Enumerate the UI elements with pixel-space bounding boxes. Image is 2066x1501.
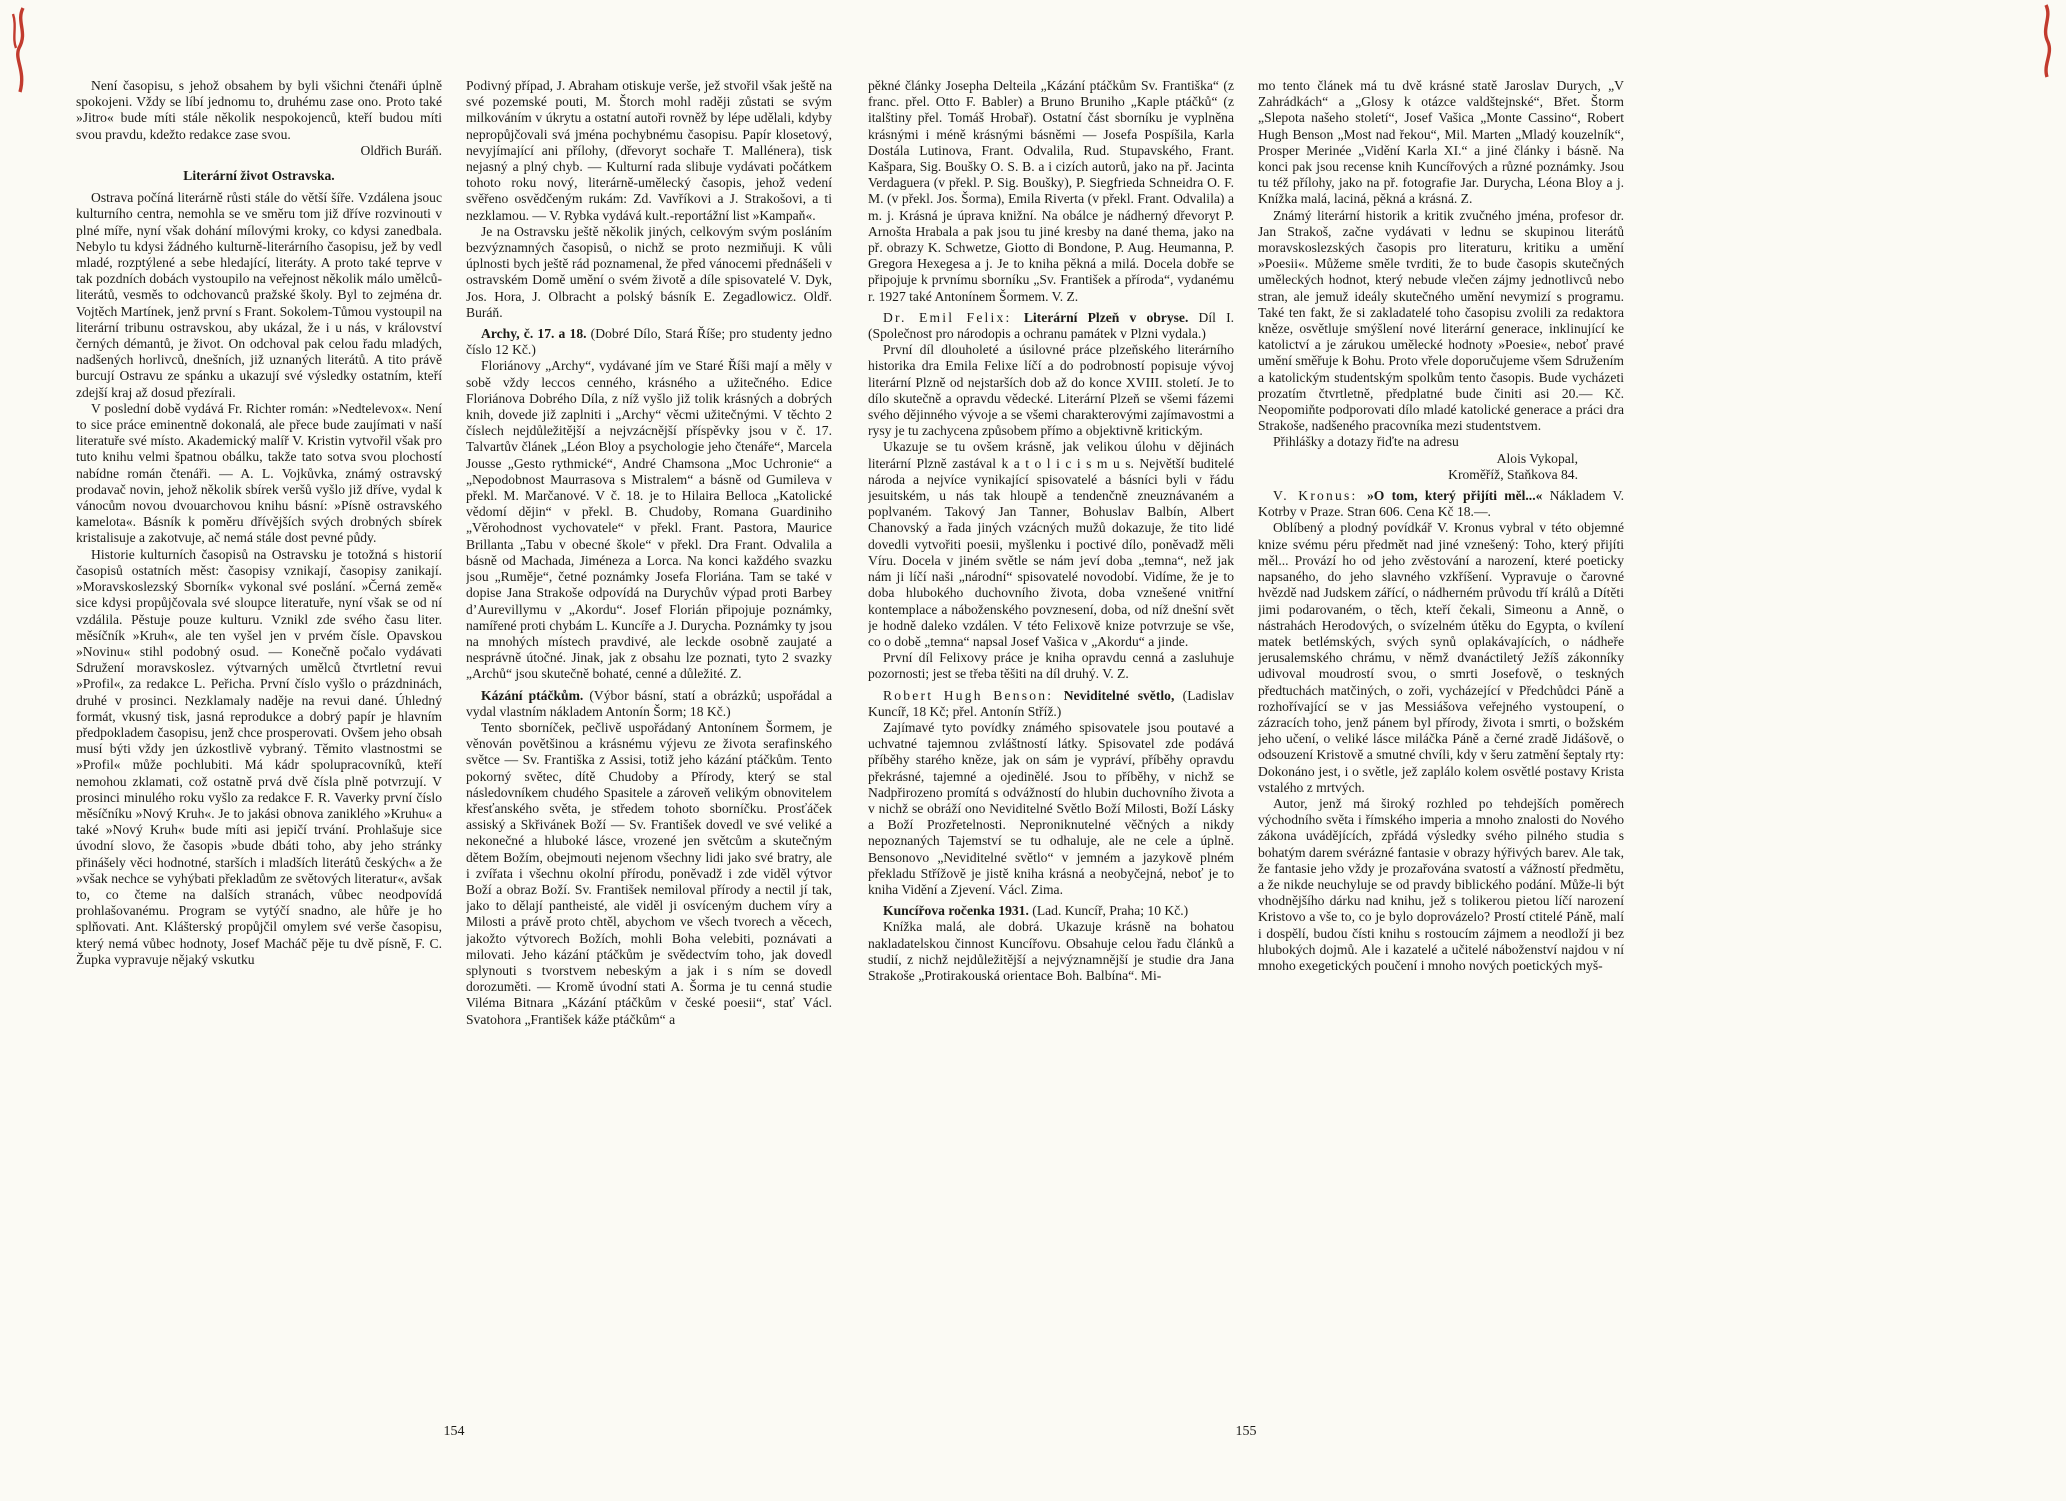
paragraph: Kázání ptáčkům. (Výbor básní, statí a obrázků; uspořádal a vydal vlastním nákladem Antonín Šorm; 18 Kč.): [466, 687, 832, 719]
address-line: Alois Vykopal,: [1496, 450, 1578, 466]
paragraph: Ukazuje se tu ovšem krásně, jak velikou úlohu v dějinách literární Plzně zastával k a t o l i c i s m u s. Největší buditelé národa a nejvíce vynikající spisovatelé a básníci byli v řádu jesuitském, u nás tak hloupě a tendenčně zneuznávaném a poplvaném. Takový Jan Tanner, Bohuslav Balbín, Albert Chanovský a řada jiných vzácných mužů dokazuje, že tito lidé dovedli vytvořiti poesii, myšlenku i poctivé dílo, poněvadž měli Víru. Docela v jiném světle se nám jeví doba „temna“, než jak nám ji líčí naši „národní“ spisovatelé novodobí. Vidíme, že je to doba hlubokého duchovního života, doba vznešené vnitřní kontemplace a náboženského povznesení, doba, od níž dnešní svět je hodně daleko vzdálen. V této Felixově knize potvrzuje se vše, co o době „temna“ napsal Josef Vašica v „Akordu“ a jinde.: [868, 439, 1234, 649]
paragraph: V poslední době vydává Fr. Richter román: »Nedtelevox«. Není to sice práce eminentně dokonalá, ale přece bude zaujímati v naší literatuře své místo. Akademický malíř V. Kristin vytvořil však pro tuto knihu velmi špatnou obálku, takže tato sotva svou plochostí nabídne román čtenáři. — A. L. Vojkůvka, známý ostravský prodavač novin, jehož několik sbírek veršů vyšlo již dříve, vydal k vánocům novou dvouarchovou knihu básní: »Písně ostravského kamelota«. Básník k poměru dřívějších svých drobných sbírek kristalisuje a zakotvuje, ač nemá stále dost pevné půdy.: [76, 400, 442, 546]
paragraph: Robert Hugh Benson: Neviditelné světlo, (Ladislav Kuncíř, 18 Kč; přel. Antonín Stříž.): [868, 687, 1234, 719]
paragraph: Zajímavé tyto povídky známého spisovatele jsou poutavé a uchvatné tajemnou zvláštností látky. Spisovatel zde podává příběhy starého kněze, jak on sám je vypráví, příběhy opravdu překrásné, tajemné a ojedinělé. Jsou to příběhy, v nichž se Nadpřirozeno promítá s odvážností do hlubin duchovního života a v nichž se obráží ono Neviditelné Světlo Boží Milosti, Boží Lásky a Boží Prozřetelnosti. Neproniknutelné věčných a nikdy nepoznaných Tajemství se tu odhaluje, ale ne cele a úplně. Bensonovo „Neviditelné světlo“ v jemném a jazykově plném překladu Střížově je jistě kniha krásná a neobyčejná, neboť je to kniha Vidění a Zjevení. Václ. Zima.: [868, 719, 1234, 897]
paragraph: Oblíbený a plodný povídkář V. Kronus vybral v této objemné knize svému péru předmět nad jiné vznešený: Toho, který přijíti měl... Provází ho od jeho zvěstování a narození, které poeticky napsaného, do jeho slavného vzkříšení. Vypravuje o čarovné hvězdě nad Judskem zářící, o nádherném průvodu tří králů a Dítěti jimi podarovaném, o těch, kteří čekali, Simeonu a Anně, o nástrahách Herodových, o svízelném útěku do Egypta, o kvílení matek betlémských, svých synů oplakávajících, o nádheře jerusalemského chrámu, v němž dvanáctiletý Ježíš zákonníky udivoval moudrostí svou, o smrti Josefově, o teskných předtuchách matčiných, o zoři, vycházející v Předchůdci Páně a rozhořívající se v jas Messiášova veřejného vystoupení, o zázracích toho, jenž pánem byl přírody, života i smrti, o božském jeho učení, o veliké lásce miláčka Páně a černé zradě Jidášově, o odsouzení Kristově a smutné chvíli, kdy v šeru zatmění šeptaly rty: Dokonáno jest, i o světle, jež zaplálo kolem osvětlé postavy Krista vstalého z mrtvých.: [1258, 520, 1624, 795]
paragraph: Je na Ostravsku ještě několik jiných, celkovým svým posláním bezvýznamných časopisů, o nichž se proto nezmiňuji. K vůli úplnosti bych ještě rád poznamenal, že před vánocemi přednášeli v ostravském Domě umění o svém životě a díle spisovatelé V. Dyk, Jos. Hora, J. Olbracht a polský básník E. Zegadlowicz. Oldř. Buráň.: [466, 223, 832, 320]
paragraph: pěkné články Josepha Delteila „Kázání ptáčkům Sv. Františka“ (z franc. přel. Otto F. Babler) a Bruno Bruniho „Kaple ptáčků“ (z italštiny přel. Tomáš Hrobař). Ostatní část sborníku je vyplněna krásnými i méně krásnými básněmi — Josefa Pospíšila, Karla Dostála Lutinova, Frant. Odvalila, Rud. Stupavského, Frant. Kašpara, Sig. Boušky O. S. B. a i cizích autorů, jako na př. Jacinta Verdaguera (v překl. P. Sig. Boušky), P. Siegfrieda Schneidra O. F. M. (v překl. Jos. Šorma), Emila Riverta (v překl. Frant. Odvalila) a m. j. Krásná je úprava knižní. Na obálce je nádherný dřevoryt P. Arnošta Hrabala a pak jsou tu jiné kresby na dané thema, jako na př. obrazy K. Schwetze, Giotto di Bondone, P. Aug. Heumanna, P. Gregora Hexegesa a j. Je to kniha pěkná a milá. Docela dobře se připojuje k prvnímu sborníku „Sv. František a příroda“, vydanému r. 1927 také Antonínem Šormem. V. Z.: [868, 78, 1234, 304]
paragraph: Autor, jenž má široký rozhled po tehdejších poměrech východního světa i římského imperia a mnoho znalosti do Nového zákona uvádějících, zpřádá výsledky svého pilného studia s bohatým darem svérázné fantasie v obrazy hýřivých barev. Ale tak, že fantasie jeho vždy je prozařována svatostí a vážností předmětu, a že nikde neuchyluje se od pravdy biblického podání. Může-li být vhodnějšího dárku nad knihu, jež s tolikerou pietou líčí narození Kristovo a vše to, co je bylo doprovázelo? Prostí ctitelé Páně, malí i dospělí, budou čísti knihu s rostoucím zájmem a neodloží ji bez hlubokých dojmů. Ale i kazatelé a učitelé náboženství najdou v ní mnoho exegetických poučení i mnoho nových poetických myš-: [1258, 795, 1624, 973]
paragraph: Historie kulturních časopisů na Ostravsku je totožná s historií časopisů ostatních měst: časopisy vznikají, časopisy zanikají. »Moravskoslezský Sborník« vykonal své poslání. »Černá země« sice kdysi propůjčovala své sloupce literatuře, nyní však se od ní vzdálila. Pěstuje pouze kulturu. Vznikl zde svého času liter. měsíčník »Kruh«, ale ten vyšel jen v prvém čísle. Opavskou »Novinu« stihl podobný osud. — Konečně počalo vydávati Sdružení moravskoslez. výtvarných umělců čtvrtletní revui »Profil«, za redakce L. Peřicha. První číslo vyšlo o prázdninách, druhé v prosinci. Nezklamaly naděje na revui dané. Úhledný formát, vkusný tisk, jasná reprodukce a dobrý papír je hlavním předpokladem časopisu, jenž chce prosperovati. Ovšem jeho obsah musí býti vždy jen úzkostlivě vybraný. Těmito vlastnostmi se »Profil« může pochlubiti. Má kádr spolupracovníků, kteří nemohou zklamati, což ostatně prvá dvě čísla plně potvrzují. V prosinci minulého roku vyšlo za redakce F. R. Vaverky první číslo měsíčníku »Nový Kruh«. Je to jakási obnova zaniklého »Kruhu« a také »Nový Kruh« bude míti asi jepičí trvání. Prohlašuje sice úvodní slovo, že časopis »bude dbáti toho, aby jeho stránky přinášely věci hodnotné, starších i mladších literátů českých« a že »však nechce se vyhýbati překladům ze světových literatur«, avšak to, co čteme na dalších stranách, vůbec neodpovídá prohlašovanému. Program se vytýčí snadno, ale hůře je ho splňovati. Ant. Klášterský propůjčil omylem své verše časopisu, který nemá vůbec hodnoty, Josef Macháč pěje tu dvě písně, F. C. Župka vypravuje nějaký vskutku: [76, 546, 442, 967]
paragraph: První díl Felixovy práce je kniha opravdu cenná a zasluhuje pozornosti; jest se třeba těšiti na díl druhý. V. Z.: [868, 650, 1234, 682]
paragraph: V. Kronus: »O tom, který přijíti měl...« Nákladem V. Kotrby v Praze. Stran 606. Cena Kč 18.—.: [1258, 488, 1624, 520]
paragraph: Tento sborníček, pečlivě uspořádaný Antonínem Šormem, je věnován povětšinou a krásnému výjevu ze života serafinského světce — Sv. Františka z Assisi, totiž jeho kázání ptáčkům. Tento pokorný světec, dítě Chudoby a Přírody, který se stal následovníkem chudého Spasitele a zároveň velikým obnovitelem křesťanského světa, je středem tohoto sborníčku. Prosťáček assiský a Skřivánek Boží — Sv. František dovedl ve své veliké a nekonečné a hluboké lásce, vrozené jen světcům a skutečným dětem Božím, obejmouti nejenom všechny lidi jako své bratry, ale i zvířata i všechnu okolní přírodu, poněvadž i zde viděl výtvor Boží a obraz Boží. Sv. František nemiloval přírody a nectil jí tak, jako to dělají pantheisté, ale viděl ji osvíceným duchem víry a Milosti a právě proto chtěl, abychom ve všech tvorech a věcech, jakožto výtvorech Božích, mohli Boha velebiti, poznávati a milovati. Jeho kázání ptáčkům je svědectvím toho, jak dovedl splynouti s tvorstvem nebeským a jak i s ním se dovedl dorozuměti. — Kromě úvodní stati A. Šorma je tu cenná studie Viléma Bitnara „Kázání ptáčkům v české poesii“, stať Václ. Svatohora „František káže ptáčkům“ a: [466, 719, 832, 1027]
paragraph: Přihlášky a dotazy řiďte na adresu: [1273, 434, 1459, 450]
paragraph: Ostrava počíná literárně růsti stále do větší šíře. Vzdálena jsouc kulturního centra, nemohla se ve směru tom již dříve rozvinouti v plné míře, nyní však dohání mílovými kroky, co kdysi zanedbala. Nebylo tu kdysi žádného kulturně-literárního časopisu, jež by vedl mladé, rozptýlené a sebe hledající, literáty. A proto také teprve v tak pozdních dobách vystoupilo na veřejnost několik málo umělců-literátů, vesměs to odchovanců pražské školy. Byl to zejména dr. Vojtěch Martínek, jenž první s Frant. Sokolem-Tůmou vystoupil na literární tribunu ostravskou, aby ukázal, že i u nás, v království černých démantů, je život. On odchoval pak celou řadu mladých, nadšených horlivců, dnešních, již uznaných literátů. A tito právě burcují Ostravu ze spánku a ukazují své výsledky ostatním, kteří zdejší kraj až dosud přezírali.: [76, 190, 442, 400]
page-154-column-2: [466, 78, 832, 1423]
paragraph: Floriánovy „Archy“, vydávané jím ve Staré Říši mají a měly v sobě vždy leccos cenného, krásného a užitečného. Edice Floriánova Dobrého Díla, z níž vyšlo již tolik krásných a dobrých knih, dovede již zaplniti i „Archy“ věcmi užitečnými. V těchto 2 číslech nejdůležitější a nejvzácnější příspěvky jsou v č. 17. Talvartův článek „Léon Bloy a psychologie jeho čtenáře“, Marcela Jousse „Gesto rythmické“, André Chamsona „Moc Uchronie“ a „Nepodobnost Maurrasova s Mistralem“ a básně od Gumileva v překl. M. Marčanové. V č. 18. je to Hilaira Belloca „Katolické vědomí dějin“ v překl. B. Chudoby, Romana Guardiniho „Věrohodnost vychovatele“ v překl. Frant. Pastora, Maurice Brillanta „Tabu v obecné škole“ v překl. Dra Frant. Odvalila a básně od Machada, Jiméneza a Lorca. Na konci každého svazku jsou „Ruměje“, četné poznámky Josefa Floriána. Tam se také v dopise Jana Strakoše odpovídá na Durychův výpad proti Barbey d’Aurevillymu v „Akordu“. Josef Florián připojuje poznámky, namířené proti chybám L. Kuncíře a J. Durycha. Poznámky ty jsou na mnohých místech pravdivé, ale leckde osobně zaujaté a nesprávně útočné. Jinak, jak z obsahu lze poznati, tyto 2 svazky „Archů“ jsou skutečně bohaté, cenné a důležité. Z.: [466, 358, 832, 682]
red-margin-annotation-left: [8, 4, 36, 96]
paragraph: Není časopisu, s jehož obsahem by byli všichni čtenáři úplně spokojeni. Vždy se líbí jednomu to, druhému zase ono. Proto také »Jitro« bude míti stále několik nespokojenců, kteří budou míti svou pravdu, kdežto redakce zase svou.: [76, 78, 442, 142]
paragraph: mo tento článek má tu dvě krásné statě Jaroslav Durych, „V Zahrádkách“ a „Glosy k otázce valdštejnské“, Břet. Štorm „Slepota našeho století“, Josef Vašica „Monte Cassino“, Robert Hugh Benson „Most nad řekou“, Mil. Marten „Mladý kouzelník“, Prosper Merinée „Vidění Karla XI.“ a jiné články i básně. Na konci pak jsou recense knih Kuncířových a různé poznámky. Jsou tu též přílohy, jako na př. fotografie Jar. Durycha, Léona Bloy a j. Knížka malá, laciná, pěkná a krásná. Z.: [1258, 78, 1624, 207]
paragraph: První díl dlouholeté a úsilovné práce plzeňského literárního historika dra Emila Felixe líčí a do podrobností popisuje vývoj literární Plzně od nejstarších dob až do konce XVIII. století. Je to dílo skutečně a opravdu vědecké. Literární Plzeň se všemi fázemi svého dějinného vývoje a se všemi charakterovými zajímavostmi a rysy je tu zachycena způsobem přímo a objektivně kritickým.: [868, 342, 1234, 439]
address-line: Kroměříž, Staňkova 84.: [1448, 466, 1578, 482]
section-heading: Literární život Ostravska.: [183, 168, 335, 184]
paragraph: Kuncířova ročenka 1931. (Lad. Kuncíř, Praha; 10 Kč.): [883, 903, 1189, 919]
signature: Oldřich Buráň.: [360, 142, 442, 158]
page-155-column-1: [868, 78, 1234, 1423]
paragraph: Archy, č. 17. a 18. (Dobré Dílo, Stará Říše; pro studenty jedno číslo 12 Kč.): [466, 326, 832, 358]
paragraph: Dr. Emil Felix: Literární Plzeň v obryse. Díl I. (Společnost pro národopis a ochranu památek v Plzni vydala.): [868, 309, 1234, 342]
red-margin-annotation-right: [2034, 2, 2060, 80]
page-number-right: 155: [1235, 1424, 1257, 1439]
page-number-left: 154: [443, 1424, 465, 1439]
page-154-column-1: [76, 78, 442, 1423]
paragraph: Známý literární historik a kritik zvučného jména, profesor dr. Jan Strakoš, začne vydávati v lednu se skupinou literátů moravskoslezských časopis pro literaturu, kritiku a umění »Poesii«. Můžeme směle tvrditi, že to bude časopis skutečných uměleckých hodnot, který nebude vlečen zájmy jednotlivců nebo stran, ale jemuž ideály skutečného umění nevymizí s programu. Také ten fakt, že si zakladatelé toho časopisu zvolili za redaktora kněze, osvětluje smýšlení nové literární generace, inklinující ke katolictví a je zárukou umělecké hodnoty »Poesie«, neboť pravé umění směřuje k Bohu. Proto vřele doporučujeme všem Sdružením a katolickým studentským spolkům tento časopis. Bude vycházeti prozatím čtvrtletně, předplatné bude činiti asi 20.— Kč. Neopomiňte podporovati dílo mladé katolické generace a práci dra Strakoše, nadšeného pracovníka mezi studentstvem.: [1258, 207, 1624, 434]
page-155-column-2: [1258, 78, 1624, 1423]
paragraph: Podivný případ, J. Abraham otiskuje verše, jež stvořil však ještě na své pozemské pouti, M. Štorch mohl raději zůstati se svým milkováním v úkrytu a ostatní autoři rovněž by lépe udělali, kdyby nepropůjčovali svá jména pochybnému časopisu. Papír klosetový, nevyjímající ani přílohy, (dřevoryt sochaře T. Mallénera), tisk nejasný a plný chyb. — Kulturní rada slibuje vydávati počátkem tohoto roku nový, literárně-umělecký časopis, jehož vedení svěřeno osvědčeným rukám: Zd. Vavříkovi a J. Strakošovi, a ti nezklamou. — V. Rybka vydává kult.-reportážní list »Kampaň«.: [466, 78, 832, 223]
paragraph: Knížka malá, ale dobrá. Ukazuje krásně na bohatou nakladatelskou činnost Kuncířovu. Obsahuje celou řadu článků a studií, z nichž nejdůležitější a nejvýznamnější je studie dra Jana Strakoše „Protirakouská orientace Boh. Balbína“. Mi-: [868, 919, 1234, 983]
